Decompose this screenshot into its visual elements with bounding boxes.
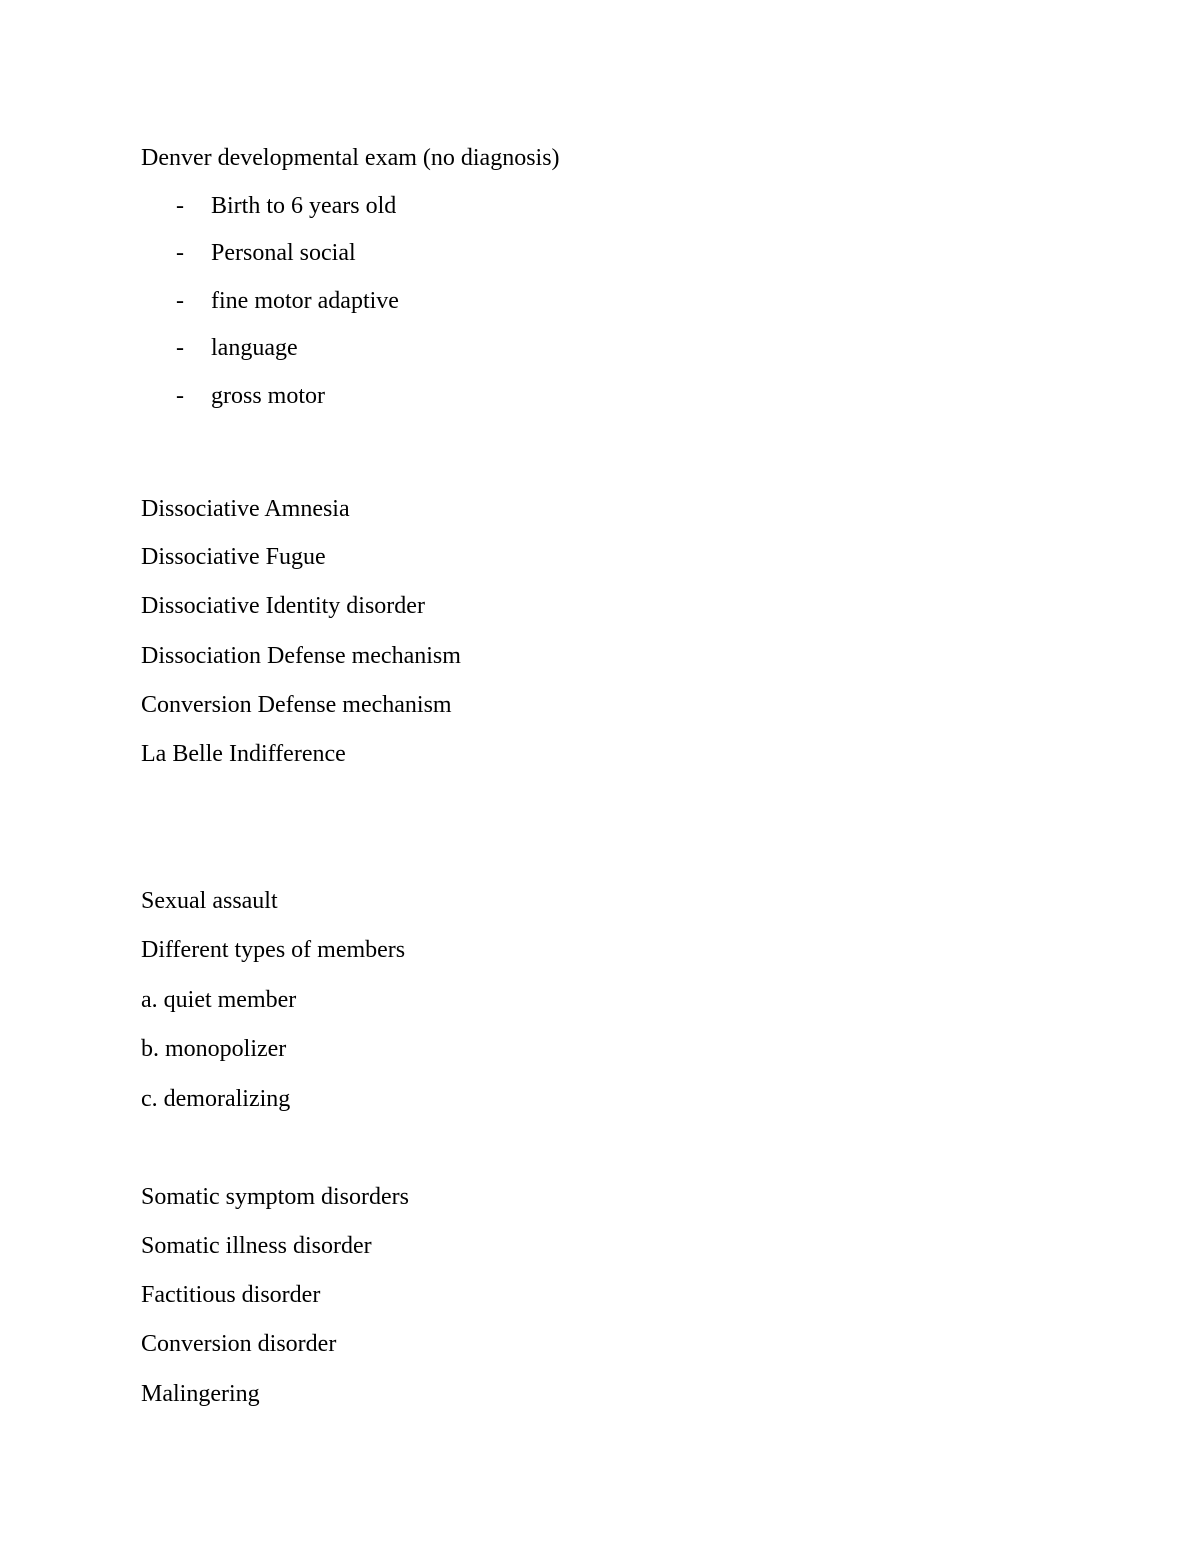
bullet-dash: - <box>176 193 184 219</box>
bullet-text: language <box>211 335 298 361</box>
section1-heading: Denver developmental exam (no diagnosis) <box>141 145 560 171</box>
bullet-dash: - <box>176 240 184 266</box>
text-line: Different types of members <box>141 937 406 963</box>
text-line: Dissociation Defense mechanism <box>141 643 461 669</box>
bullet-dash: - <box>176 383 184 409</box>
text-line: Somatic symptom disorders <box>141 1184 409 1210</box>
bullet-item <box>176 336 298 360</box>
text-line: Factitious disorder <box>141 1282 321 1308</box>
bullet-text: Birth to 6 years old <box>211 193 397 219</box>
text-line: a. quiet member <box>141 987 297 1013</box>
text-line: Conversion Defense mechanism <box>141 692 452 718</box>
bullet-text: Personal social <box>211 240 356 266</box>
text-line: Dissociative Fugue <box>141 544 326 570</box>
text-line: b. monopolizer <box>141 1036 287 1062</box>
bullet-item <box>176 241 356 265</box>
bullet-dash: - <box>176 335 184 361</box>
bullet-dash: - <box>176 288 184 314</box>
text-line: Somatic illness disorder <box>141 1233 372 1259</box>
text-line: Conversion disorder <box>141 1331 337 1357</box>
text-line: La Belle Indifference <box>141 741 346 767</box>
bullet-text: gross motor <box>211 383 325 409</box>
text-line: Sexual assault <box>141 888 278 914</box>
bullet-text: fine motor adaptive <box>211 288 399 314</box>
text-line: Malingering <box>141 1381 260 1407</box>
bullet-item <box>176 289 399 313</box>
bullet-item <box>176 194 396 218</box>
bullet-item <box>176 384 325 408</box>
text-line: Dissociative Identity disorder <box>141 593 425 619</box>
text-line: c. demoralizing <box>141 1086 291 1112</box>
text-line: Dissociative Amnesia <box>141 496 350 522</box>
